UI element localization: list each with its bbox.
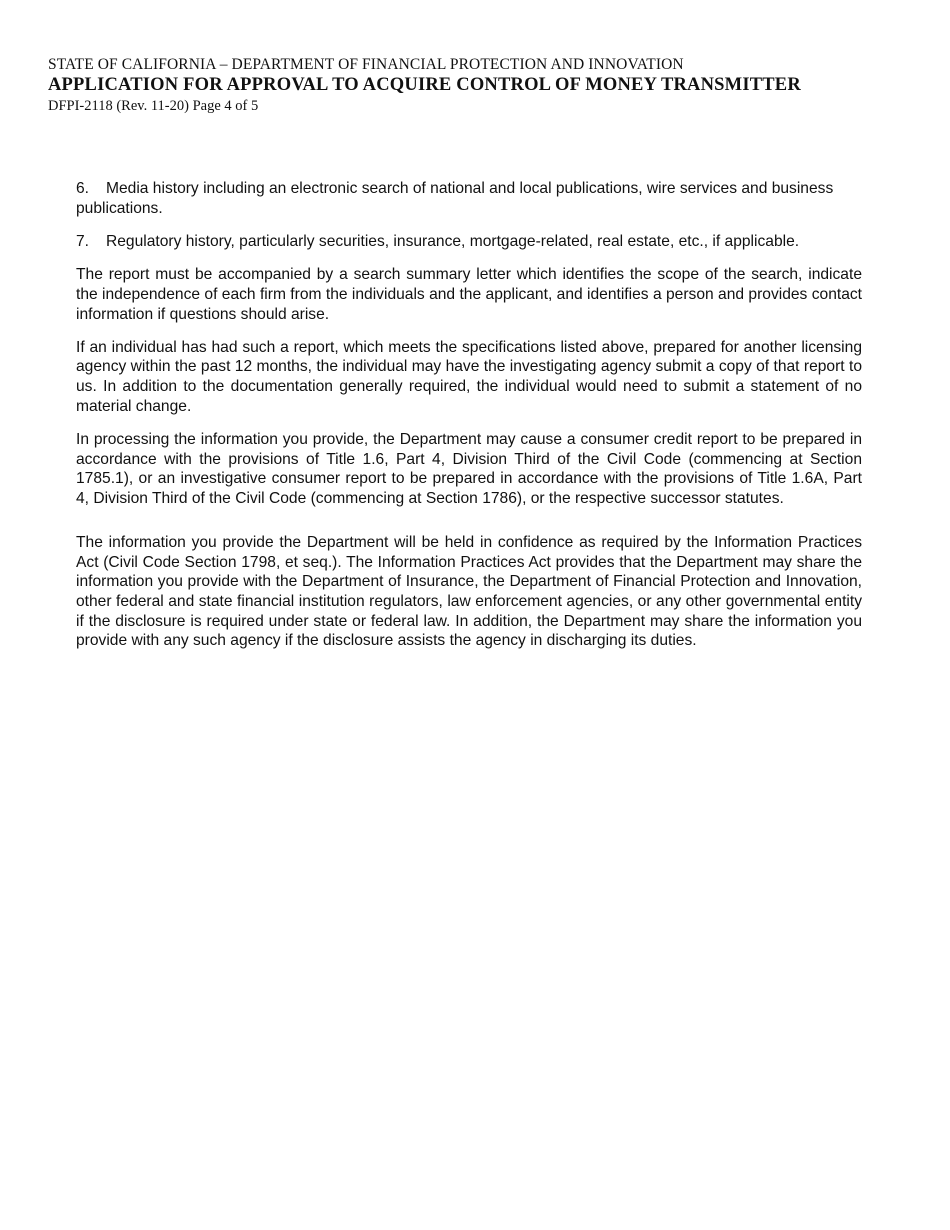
agency-name: STATE OF CALIFORNIA – DEPARTMENT OF FINANCIAL PROTECTION AND INNOVATION	[48, 56, 684, 73]
confidentiality-paragraph: The information you provide the Department will be held in confidence as required by the Information Practices Act (Civil Code Section 1798, et seq.). The Information Practices Act provides that the Department may share the information you provide with the Department of Insurance, the Department of Financial Protection and Innovation, other federal and state financial institution regulators, law enforcement agencies, or any other governmental entity if the disclosure is required under state or federal law. In addition, the Department may share the information you provide with any such agency if the disclosure assists the agency in discharging its duties.	[76, 533, 862, 650]
list-item-text: Regulatory history, particularly securities, insurance, mortgage-related, real estate, etc., if applicable.	[106, 232, 800, 250]
list-item-media-history	[76, 179, 862, 218]
prior-report-paragraph: If an individual has had such a report, which meets the specifications listed above, prepared for another licensing agency within the past 12 months, the individual may have the investigating agency submit a copy of that report to us. In addition to the documentation generally required, the individual would need to submit a statement of no material change.	[76, 338, 862, 415]
list-item-number: 6.	[76, 180, 90, 197]
credit-report-paragraph: In processing the information you provide, the Department may cause a consumer credit report to be prepared in accordance with the provisions of Title 1.6, Part 4, Division Third of the Civil Code (commencing at Section 1785.1), or an investigative consumer report to be prepared in accordance with the provisions of Title 1.6A, Part 4, Division Third of the Civil Code (commencing at Section 1786), or the respective successor statutes.	[76, 431, 862, 508]
list-item-text: Media history including an electronic search of national and local publications, wire services and business publications.	[76, 180, 834, 217]
form-header	[48, 55, 908, 115]
list-item-number: 7.	[76, 232, 90, 250]
page-body	[76, 179, 862, 665]
form-title: APPLICATION FOR APPROVAL TO ACQUIRE CONTROL OF MONEY TRANSMITTER	[48, 75, 801, 95]
list-item-regulatory-history	[76, 232, 862, 252]
search-summary-paragraph: The report must be accompanied by a search summary letter which identifies the scope of the search, indicate the independence of each firm from the individuals and the applicant, and identifies a person and provides contact information if questions should arise.	[76, 266, 862, 323]
form-number: DFPI-2118 (Rev. 11-20) Page 4 of 5	[48, 98, 259, 114]
